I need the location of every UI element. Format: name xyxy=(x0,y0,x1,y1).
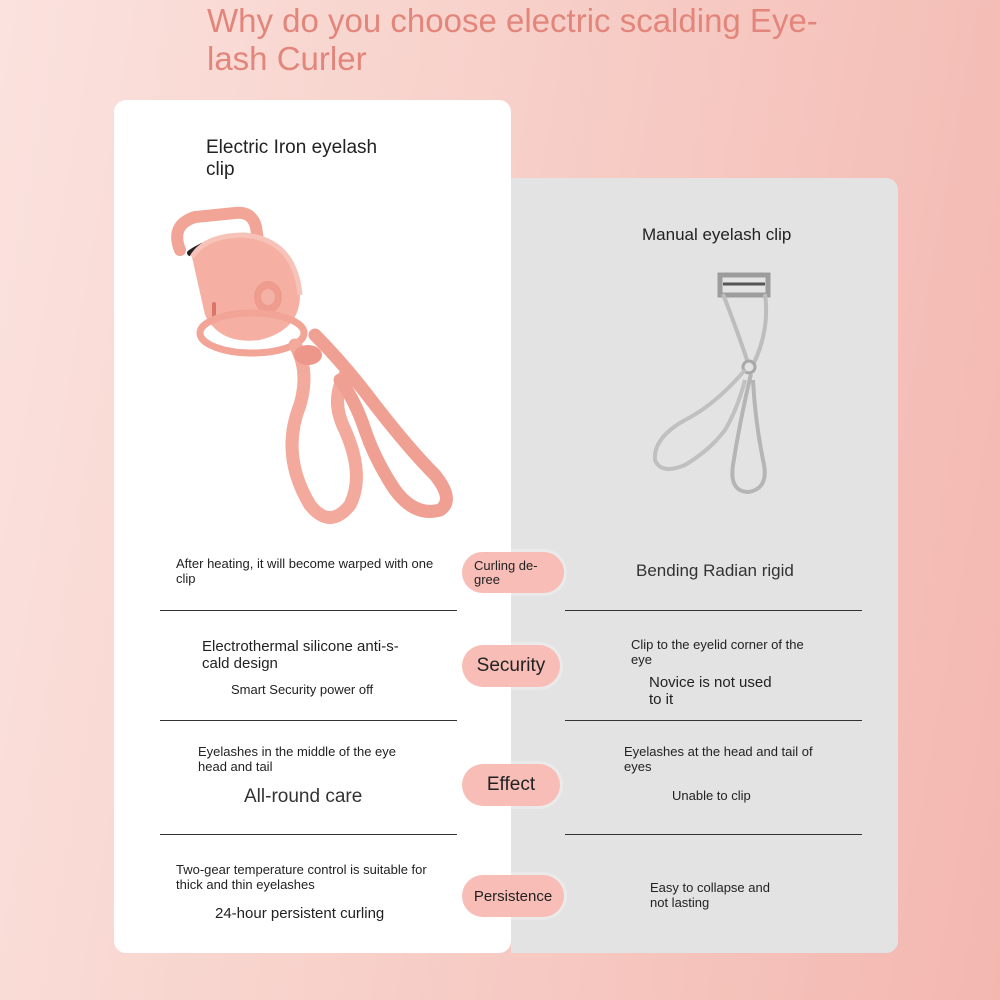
manual-persistence-text: Easy to collapse and not lasting xyxy=(650,880,770,910)
effect-label: Effect xyxy=(462,764,560,806)
manual-effect-subtext: Unable to clip xyxy=(672,788,751,803)
manual-security-text: Clip to the eyelid corner of the eye xyxy=(631,637,804,667)
page-title: Why do you choose electric scalding Eye-lash Curler xyxy=(207,2,818,77)
electric-clip-heading: Electric Iron eyelash clip xyxy=(206,137,378,180)
curling-degree-label: Curling de-gree xyxy=(462,552,564,593)
electric-security-subtext: Smart Security power off xyxy=(231,682,374,697)
row-divider xyxy=(565,610,862,611)
manual-curling-text: Bending Radian rigid xyxy=(636,561,794,580)
electric-curling-text: After heating, it will become warped with one clip xyxy=(176,556,434,586)
row-divider xyxy=(160,834,457,835)
electric-persistence-subtext: 24-hour persistent curling xyxy=(215,905,385,922)
electric-persistence-text: Two-gear temperature control is suitable for thick and thin eyelashes xyxy=(176,862,427,892)
electric-effect-text: Eyelashes in the middle of the eye head and tail xyxy=(198,744,397,774)
row-divider xyxy=(160,610,457,611)
manual-effect-text: Eyelashes at the head and tail of eyes xyxy=(624,744,813,774)
electric-security-text: Electrothermal silicone anti-s-cald design xyxy=(202,638,399,672)
manual-clip-heading: Manual eyelash clip xyxy=(642,225,792,244)
persistence-label: Persistence xyxy=(462,875,564,917)
electric-eyelash-curler-image xyxy=(160,205,460,535)
manual-security-subtext: Novice is not used to it xyxy=(649,674,772,708)
manual-eyelash-curler-image xyxy=(645,270,775,495)
row-divider xyxy=(565,834,862,835)
security-label: Security xyxy=(462,645,560,687)
row-divider xyxy=(565,720,862,721)
row-divider xyxy=(160,720,457,721)
electric-effect-subtext: All-round care xyxy=(244,786,363,807)
